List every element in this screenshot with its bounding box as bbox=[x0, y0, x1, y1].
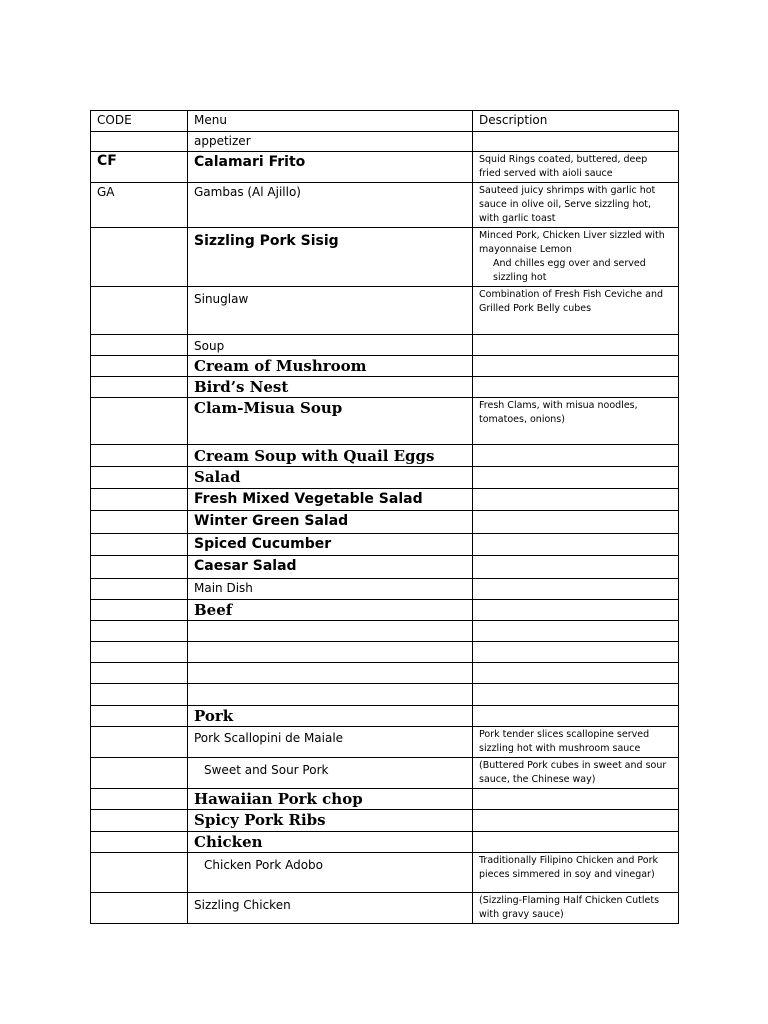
item-name: Chicken Pork Adobo bbox=[188, 853, 473, 893]
item-description: Traditionally Filipino Chicken and Pork pieces simmered in soy and vinegar) bbox=[473, 853, 679, 893]
table-row bbox=[91, 398, 679, 445]
item-name: Sweet and Sour Pork bbox=[188, 758, 473, 789]
table-row bbox=[91, 758, 679, 789]
item-code: CF bbox=[91, 152, 188, 183]
item-name: Clam-Misua Soup bbox=[188, 398, 473, 445]
item-description: (Buttered Pork cubes in sweet and sour sauce, the Chinese way) bbox=[473, 758, 679, 789]
section-salad: Salad bbox=[188, 467, 473, 489]
header-description: Description bbox=[473, 111, 679, 132]
table-row bbox=[91, 893, 679, 924]
header-code: CODE bbox=[91, 111, 188, 132]
item-description: Combination of Fresh Fish Ceviche and Grilled Pork Belly cubes bbox=[473, 287, 679, 335]
table-row bbox=[91, 853, 679, 893]
item-name: Spicy Pork Ribs bbox=[188, 810, 473, 832]
item-name: Caesar Salad bbox=[188, 556, 473, 579]
table-row bbox=[91, 287, 679, 335]
item-name: Calamari Frito bbox=[188, 152, 473, 183]
table-row bbox=[91, 377, 679, 398]
table-header-row bbox=[91, 111, 679, 132]
table-row bbox=[91, 356, 679, 377]
table-row bbox=[91, 600, 679, 621]
table-row bbox=[91, 489, 679, 511]
table-row bbox=[91, 183, 679, 228]
section-soup: Soup bbox=[188, 335, 473, 356]
item-name: Cream of Mushroom bbox=[188, 356, 473, 377]
item-name: Sinuglaw bbox=[188, 287, 473, 335]
item-name: Sizzling Pork Sisig bbox=[188, 228, 473, 287]
table-row-empty bbox=[91, 663, 679, 684]
table-row bbox=[91, 832, 679, 853]
table-row-empty bbox=[91, 621, 679, 642]
table-row bbox=[91, 706, 679, 727]
table-row bbox=[91, 152, 679, 183]
item-name: Hawaiian Pork chop bbox=[188, 789, 473, 810]
item-description: Squid Rings coated, buttered, deep fried served with aioli sauce bbox=[473, 152, 679, 183]
table-row bbox=[91, 789, 679, 810]
item-description: (Sizzling-Flaming Half Chicken Cutlets with gravy sauce) bbox=[473, 893, 679, 924]
item-name: Fresh Mixed Vegetable Salad bbox=[188, 489, 473, 511]
item-description: Sauteed juicy shrimps with garlic hot sauce in olive oil, Serve sizzling hot, with garlic toast bbox=[473, 183, 679, 228]
item-description bbox=[473, 228, 679, 287]
item-name: Spiced Cucumber bbox=[188, 534, 473, 556]
table-row bbox=[91, 556, 679, 579]
section-appetizer: appetizer bbox=[188, 132, 473, 152]
item-name: Pork Scallopini de Maiale bbox=[188, 727, 473, 758]
item-code: GA bbox=[91, 183, 188, 228]
table-row bbox=[91, 335, 679, 356]
item-name: Cream Soup with Quail Eggs bbox=[188, 445, 473, 467]
table-row bbox=[91, 810, 679, 832]
table-row bbox=[91, 228, 679, 287]
table-row bbox=[91, 579, 679, 600]
item-name: Sizzling Chicken bbox=[188, 893, 473, 924]
category-beef: Beef bbox=[188, 600, 473, 621]
table-row bbox=[91, 727, 679, 758]
item-name: Winter Green Salad bbox=[188, 511, 473, 534]
item-description: Pork tender slices scallopine served sizzling hot with mushroom sauce bbox=[473, 727, 679, 758]
table-row bbox=[91, 511, 679, 534]
header-menu: Menu bbox=[188, 111, 473, 132]
menu-table bbox=[90, 110, 679, 924]
item-name: Gambas (Al Ajillo) bbox=[188, 183, 473, 228]
table-row-empty bbox=[91, 642, 679, 663]
category-chicken: Chicken bbox=[188, 832, 473, 853]
table-row-empty bbox=[91, 684, 679, 706]
description-line: Minced Pork, Chicken Liver sizzled with mayonnaise Lemon bbox=[479, 230, 665, 255]
section-main-dish: Main Dish bbox=[188, 579, 473, 600]
description-line: And chilles egg over and served sizzling hot bbox=[493, 258, 646, 283]
table-row bbox=[91, 467, 679, 489]
table-row bbox=[91, 445, 679, 467]
category-pork: Pork bbox=[188, 706, 473, 727]
table-row bbox=[91, 534, 679, 556]
item-description: Fresh Clams, with misua noodles, tomatoes, onions) bbox=[473, 398, 679, 445]
item-name: Bird’s Nest bbox=[188, 377, 473, 398]
table-row bbox=[91, 132, 679, 152]
